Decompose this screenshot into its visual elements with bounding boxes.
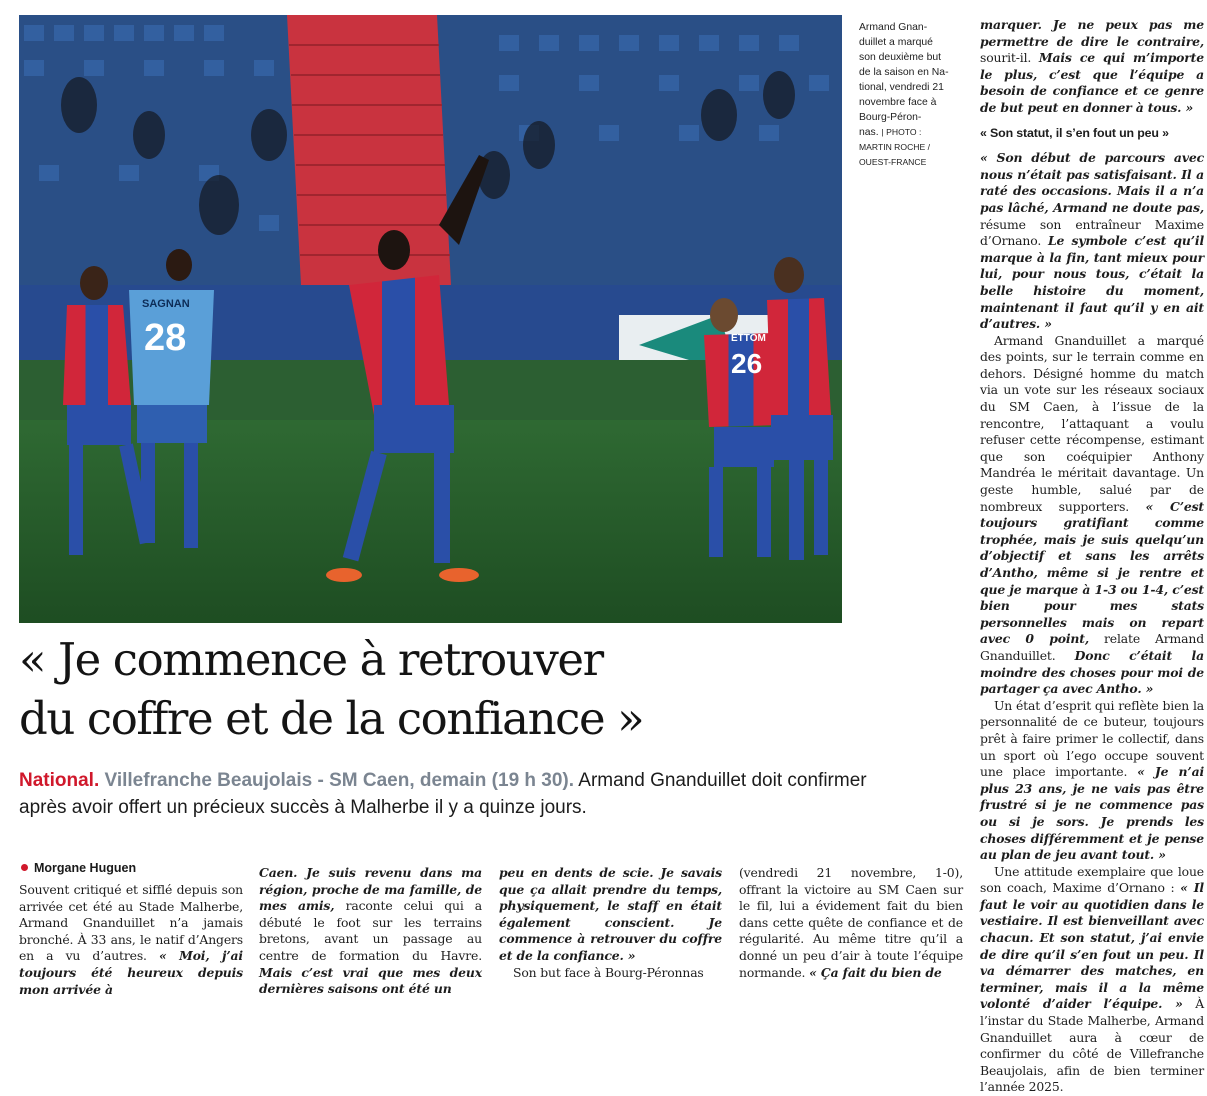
article-photo: [19, 15, 842, 623]
article-column-2: [259, 865, 482, 998]
body-text: relate Armand Gnanduillet.: [980, 631, 1205, 663]
byline: [19, 861, 136, 875]
photo-credit-photographer: MARTIN ROCHE /: [859, 142, 930, 152]
body-text: raconte celui qui a débuté le foot sur les terrains bretons, avant un passage au centre de formation du Havre.: [259, 898, 482, 963]
headline-line2: du coffre et de la confiance »: [19, 692, 644, 745]
quote-text: « Il faut le voir au quotidien dans le vestiaire. Il est bienveillant avec chacun. Et son statut, j’ai envie de dire qu’il s’en fout un peu. Il va démarrer des matches, en terminer, mais il a la même volonté d’aider l’équipe. »: [980, 880, 1204, 1012]
photo-credit-publication: OUEST-FRANCE: [859, 157, 927, 167]
byline-bullet-icon: [21, 864, 28, 871]
body-paragraph: [980, 150, 1204, 333]
quote-text: Caen. Je suis revenu dans ma région, proche de ma famille, de mes amis,: [259, 865, 482, 914]
caption-line: novembre face à: [859, 97, 937, 108]
section-tag: National.: [19, 770, 100, 791]
caption-line: duillet a marqué: [859, 37, 933, 48]
body-text: À l’instar du Stade Malherbe, Armand Gnanduillet aura à cœur de confirmer du côté de Villefranche Beaujolais, afin de bien terminer l’année 2025.: [980, 996, 1204, 1095]
body-paragraph: [980, 333, 1204, 698]
body-paragraph: Son but face à Bourg-Péronnas: [513, 964, 704, 980]
caption-last-text: nas.: [859, 127, 879, 138]
quote-text: « Je n’ai plus 23 ans, je ne vais pas être frustré si je ne commence pas ou si je sors. Je prends les choses différemment et je pense au plan de jeu avant tout. »: [980, 764, 1205, 863]
body-text: Un état d’esprit qui reflète bien la personnalité de ce buteur, toujours prêt à faire primer le collectif, dans un sport où l’ego occupe souvent une place importante.: [980, 697, 1204, 780]
body-paragraph: [980, 698, 1204, 864]
quote-paragraph: peu en dents de scie. Je savais que ça allait prendre du temps, physiquement, le staff en était également conscient. Je commence à retrouver du coffre et de la confiance. »: [499, 865, 722, 963]
article-column-3: [499, 865, 722, 981]
body-text: sourit-il.: [980, 50, 1032, 66]
body-text: Souvent critiqué et sifflé depuis son arrivée cet été au Stade Malherbe, Armand Gnanduillet n’a jamais bronché. À 33 ans, le natif d’Angers en a vu d’autres.: [19, 882, 243, 964]
quote-text: « Moi, j’ai toujours été heureux depuis mon arrivée à: [19, 948, 243, 997]
article-column-5: [980, 17, 1204, 1096]
jersey-name-ettom: ETTOM: [731, 333, 766, 344]
quote-text: Le symbole c’est qu’il marque à la fin, tant mieux pour lui, pour nous tous, c’était la belle histoire du moment, maintenant il faut qu’il y en ait d’autres. »: [980, 233, 1204, 332]
body-paragraph: [19, 882, 243, 998]
quote-text: « Son début de parcours avec nous n’était pas satisfaisant. Il a raté des occasions. Mais il a n’a pas lâché, Armand ne doute pas,: [980, 150, 1204, 215]
match-info: Villefranche Beaujolais - SM Caen, demain (19 h 30).: [104, 770, 575, 791]
headline: [19, 630, 859, 748]
jersey-number-28: 28: [144, 317, 187, 359]
lead-text: Armand Gnanduillet doit confirmer après avoir offert un précieux succès à Malherbe il y a quinze jours.: [19, 770, 867, 818]
body-paragraph: [739, 865, 963, 981]
photo-caption: [859, 20, 967, 170]
quote-text: Mais c’est vrai que mes deux dernières saisons ont été un: [259, 964, 482, 997]
subheading: « Son statut, il s’en fout un peu »: [980, 125, 1169, 140]
author-name: Morgane Huguen: [34, 861, 137, 875]
caption-line: tional, vendredi 21: [859, 82, 944, 93]
body-paragraph: [980, 864, 1204, 1096]
quote-text: « C’est toujours gratifiant comme trophée, mais je suis quelqu’un d’objectif et sans les arrêts d’Antho, même si je rentre et que je marque à 1-3 ou 1-4, c’est bien pour mes stats personnelles mais on repart avec 0 point,: [980, 498, 1204, 647]
quote-text: Mais ce qui m’importe le plus, c’est que l’équipe a besoin de confiance et ce genre de but peut en donner à tous. »: [980, 50, 1204, 115]
quote-text: Donc c’était la moindre des choses pour moi de partager ça avec Antho. »: [980, 647, 1204, 697]
photo-label: | PHOTO :: [881, 127, 922, 137]
caption-line: Armand Gnan-: [859, 22, 928, 33]
body-text: Une attitude exemplaire que loue son coach, Maxime d’Ornano :: [980, 863, 1204, 896]
caption-line: Bourg-Péron-: [859, 112, 922, 123]
body-paragraph: [980, 17, 1204, 117]
caption-line: son deuxième but: [859, 52, 942, 63]
football-celebration-image: [19, 15, 842, 623]
article-column-4: [739, 865, 963, 981]
quote-text: « Ça fait du bien de: [809, 964, 942, 980]
body-paragraph: [259, 865, 482, 998]
caption-line-last: [859, 125, 967, 140]
jersey-name-sagnan: SAGNAN: [142, 298, 190, 310]
body-text: Armand Gnanduillet a marqué des points, sur le terrain comme en dehors. Désigné homme du match via un vote sur les réseaux sociaux du SM Caen, à l’issue de la rencontre, l’attaquant a voulu refuser cette récompense, estimant que son coéquipier Anthony Mandréa le méritait davantage. Un geste humble, salué par de nombreux supporters.: [980, 332, 1204, 514]
article-column-1: [19, 882, 243, 998]
body-text: résume son entraîneur Maxime d’Ornano.: [980, 216, 1204, 249]
body-text: (vendredi 21 novembre, 1-0), offrant la victoire au SM Caen sur le fil, lui a évidement fait du bien dans cette quête de confiance et de régularité. Au même titre qu’il a donné un peu d’air à toute l’équipe normande.: [739, 865, 963, 980]
quote-text: marquer. Je ne peux pas me permettre de dire le contraire,: [980, 17, 1204, 49]
jersey-number-26: 26: [731, 348, 763, 379]
lead-paragraph: [19, 767, 879, 821]
caption-line: de la saison en Na-: [859, 67, 949, 78]
headline-line1: « Je commence à retrouver: [19, 633, 603, 686]
